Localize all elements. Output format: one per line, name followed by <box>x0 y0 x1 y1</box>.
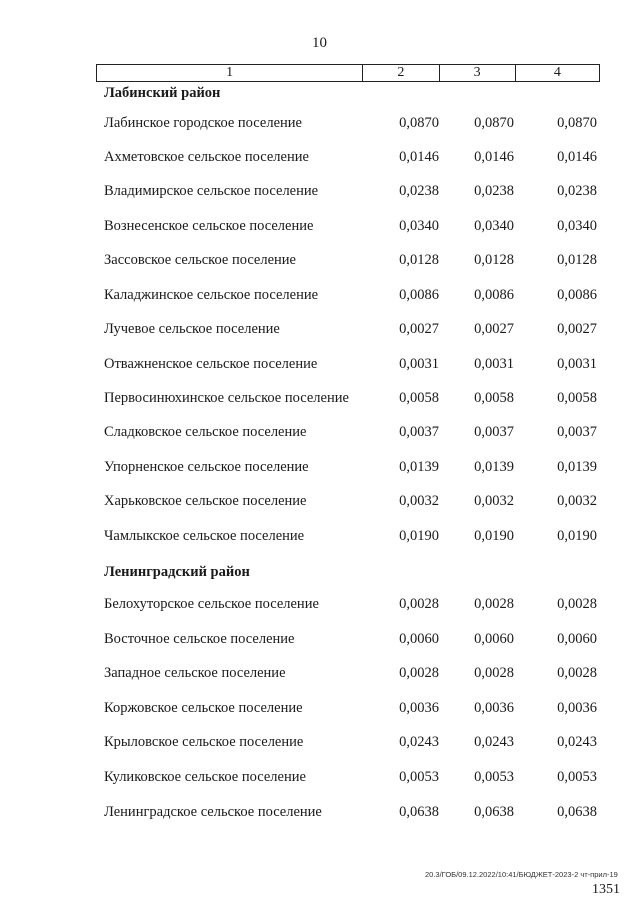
value-col-4: 0,0037 <box>557 424 597 440</box>
table-row <box>0 218 639 238</box>
value-col-2: 0,0036 <box>399 700 439 716</box>
value-col-4: 0,0870 <box>557 115 597 131</box>
value-col-4: 0,0340 <box>557 218 597 234</box>
value-col-3: 0,0146 <box>474 149 514 165</box>
value-col-2: 0,0060 <box>399 631 439 647</box>
table-row <box>0 700 639 720</box>
value-col-3: 0,0036 <box>474 700 514 716</box>
document-code: 20.3/ГОБ/09.12.2022/10:41/БЮДЖЕТ-2023-2 чт-прил-19 <box>425 870 618 879</box>
value-col-4: 0,0060 <box>557 631 597 647</box>
column-header-3: 3 <box>439 65 515 82</box>
settlement-name: Лабинское городское поселение <box>104 115 302 131</box>
settlement-name: Западное сельское поселение <box>104 665 286 681</box>
table-row <box>0 493 639 513</box>
value-col-3: 0,0027 <box>474 321 514 337</box>
settlement-name: Ахметовское сельское поселение <box>104 149 309 165</box>
table-row <box>0 424 639 444</box>
table-row <box>0 734 639 754</box>
value-col-3: 0,0870 <box>474 115 514 131</box>
value-col-3: 0,0037 <box>474 424 514 440</box>
value-col-3: 0,0238 <box>474 183 514 199</box>
value-col-3: 0,0128 <box>474 252 514 268</box>
table-row <box>0 287 639 307</box>
table-row <box>0 528 639 548</box>
settlement-name: Сладковское сельское поселение <box>104 424 307 440</box>
value-col-4: 0,0139 <box>557 459 597 475</box>
value-col-3: 0,0139 <box>474 459 514 475</box>
value-col-4: 0,0238 <box>557 183 597 199</box>
value-col-3: 0,0031 <box>474 356 514 372</box>
table-row <box>0 115 639 135</box>
value-col-4: 0,0128 <box>557 252 597 268</box>
value-col-2: 0,0053 <box>399 769 439 785</box>
value-col-3: 0,0638 <box>474 804 514 820</box>
value-col-2: 0,0031 <box>399 356 439 372</box>
section-title: Лабинский район <box>104 85 221 101</box>
table-row <box>0 804 639 824</box>
value-col-2: 0,0028 <box>399 596 439 612</box>
settlement-name: Куликовское сельское поселение <box>104 769 306 785</box>
table-row <box>0 769 639 789</box>
table-row <box>0 631 639 651</box>
column-header-4: 4 <box>515 65 599 82</box>
settlement-name: Зассовское сельское поселение <box>104 252 296 268</box>
value-col-4: 0,0243 <box>557 734 597 750</box>
column-header-1: 1 <box>97 65 363 82</box>
value-col-4: 0,0027 <box>557 321 597 337</box>
table-row <box>0 149 639 169</box>
value-col-2: 0,0086 <box>399 287 439 303</box>
settlement-name: Отважненское сельское поселение <box>104 356 318 372</box>
value-col-4: 0,0032 <box>557 493 597 509</box>
value-col-2: 0,0340 <box>399 218 439 234</box>
table-row <box>0 459 639 479</box>
value-col-4: 0,0028 <box>557 665 597 681</box>
value-col-2: 0,0190 <box>399 528 439 544</box>
value-col-4: 0,0638 <box>557 804 597 820</box>
value-col-2: 0,0243 <box>399 734 439 750</box>
value-col-2: 0,0128 <box>399 252 439 268</box>
settlement-name: Вознесенское сельское поселение <box>104 218 314 234</box>
settlement-name: Владимирское сельское поселение <box>104 183 319 199</box>
value-col-4: 0,0031 <box>557 356 597 372</box>
value-col-2: 0,0238 <box>399 183 439 199</box>
value-col-2: 0,0139 <box>399 459 439 475</box>
page-number: 10 <box>312 35 327 51</box>
value-col-2: 0,0146 <box>399 149 439 165</box>
settlement-name: Первосинюхинское сельское поселение <box>104 390 349 406</box>
value-col-4: 0,0053 <box>557 769 597 785</box>
value-col-2: 0,0870 <box>399 115 439 131</box>
table-row <box>0 356 639 376</box>
value-col-3: 0,0058 <box>474 390 514 406</box>
value-col-3: 0,0028 <box>474 596 514 612</box>
value-col-2: 0,0058 <box>399 390 439 406</box>
table-row <box>0 183 639 203</box>
table-row <box>0 252 639 272</box>
value-col-4: 0,0058 <box>557 390 597 406</box>
table-row <box>0 665 639 685</box>
value-col-2: 0,0028 <box>399 665 439 681</box>
value-col-3: 0,0340 <box>474 218 514 234</box>
value-col-4: 0,0036 <box>557 700 597 716</box>
column-header-2: 2 <box>363 65 439 82</box>
settlement-name: Ленинградское сельское поселение <box>104 804 322 820</box>
table-row <box>0 321 639 341</box>
settlement-name: Упорненское сельское поселение <box>104 459 309 475</box>
value-col-2: 0,0037 <box>399 424 439 440</box>
settlement-name: Чамлыкское сельское поселение <box>104 528 305 544</box>
value-col-3: 0,0086 <box>474 287 514 303</box>
value-col-3: 0,0060 <box>474 631 514 647</box>
settlement-name: Каладжинское сельское поселение <box>104 287 319 303</box>
table-row <box>0 390 639 410</box>
table-row <box>0 596 639 616</box>
value-col-3: 0,0190 <box>474 528 514 544</box>
settlement-name: Лучевое сельское поселение <box>104 321 280 337</box>
value-col-2: 0,0638 <box>399 804 439 820</box>
value-col-3: 0,0028 <box>474 665 514 681</box>
settlement-name: Коржовское сельское поселение <box>104 700 303 716</box>
settlement-name: Белохуторское сельское поселение <box>104 596 319 612</box>
section-title: Ленинградский район <box>104 564 250 580</box>
sheet-number: 1351 <box>592 882 620 897</box>
value-col-4: 0,0190 <box>557 528 597 544</box>
settlement-name: Крыловское сельское поселение <box>104 734 304 750</box>
column-header-row <box>96 64 600 82</box>
value-col-2: 0,0032 <box>399 493 439 509</box>
value-col-2: 0,0027 <box>399 321 439 337</box>
value-col-4: 0,0028 <box>557 596 597 612</box>
value-col-3: 0,0053 <box>474 769 514 785</box>
settlement-name: Восточное сельское поселение <box>104 631 295 647</box>
settlement-name: Харьковское сельское поселение <box>104 493 307 509</box>
value-col-3: 0,0032 <box>474 493 514 509</box>
value-col-4: 0,0146 <box>557 149 597 165</box>
value-col-3: 0,0243 <box>474 734 514 750</box>
value-col-4: 0,0086 <box>557 287 597 303</box>
